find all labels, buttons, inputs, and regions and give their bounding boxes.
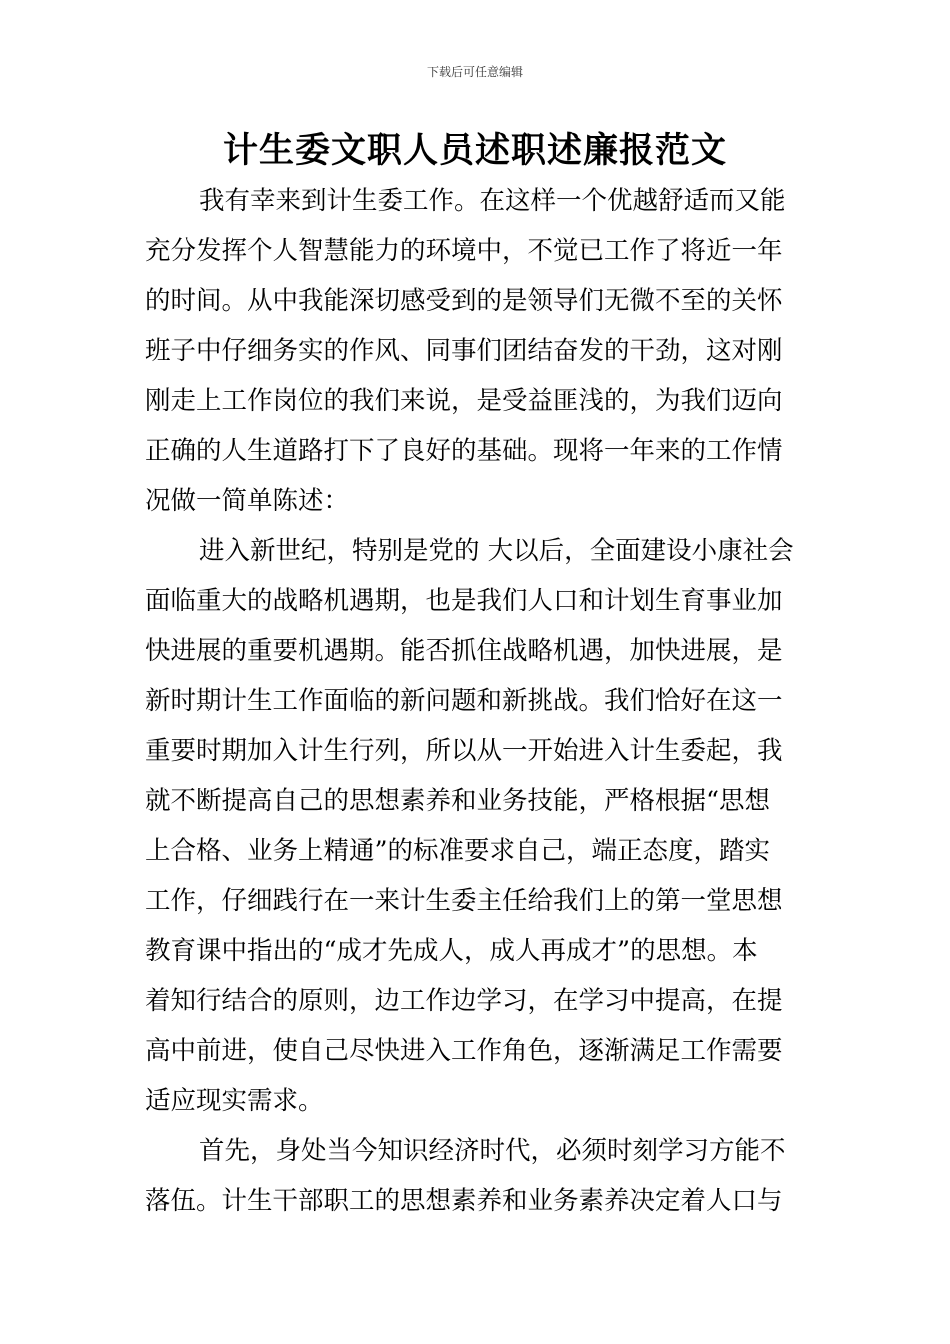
- text-line: 我有幸来到计生委工作。在这样一个优越舒适而又能: [199, 186, 786, 216]
- text-line: 首先，身处当今知识经济时代，必须时刻学习方能不: [199, 1136, 786, 1166]
- text-line: 班子中仔细务实的作风、同事们团结奋发的干劲，这对刚: [145, 336, 783, 366]
- text-line: 况做一简单陈述：: [145, 486, 350, 516]
- text-line: 教育课中指出的“成才先成人，成人再成才”的思想。本: [145, 936, 758, 966]
- text-line: 就不断提高自己的思想素养和业务技能，严格根据“思想: [145, 786, 771, 816]
- text-line: 重要时期加入计生行列，所以从一开始进入计生委起，我: [145, 736, 783, 766]
- text-line: 正确的人生道路打下了良好的基础。现将一年来的工作情: [145, 436, 783, 466]
- text-line: 落伍。计生干部职工的思想素养和业务素养决定着人口与: [145, 1186, 783, 1216]
- text-line: 快进展的重要机遇期。能否抓住战略机遇，加快进展，是: [145, 636, 783, 666]
- text-line: 高中前进，使自己尽快进入工作角色，逐渐满足工作需要: [145, 1036, 783, 1066]
- text-line: 刚走上工作岗位的我们来说，是受益匪浅的，为我们迈向: [145, 386, 783, 416]
- text-line: 面临重大的战略机遇期，也是我们人口和计划生育事业加: [145, 586, 783, 616]
- text-line: 上合格、业务上精通”的标准要求自己，端正态度，踏实: [145, 836, 771, 866]
- text-line: 着知行结合的原则，边工作边学习，在学习中提高，在提: [145, 986, 783, 1016]
- document-title: 计生委文职人员述职述廉报范文: [222, 131, 727, 171]
- header-note: 下载后可任意编辑: [426, 65, 523, 79]
- text-line: 工作，仔细践行在一来计生委主任给我们上的第一堂思想: [145, 886, 783, 916]
- text-line: 充分发挥个人智慧能力的环境中，不觉已工作了将近一年: [145, 236, 783, 266]
- text-line: 进入新世纪，特别是党的 大以后，全面建设小康社会: [199, 536, 794, 566]
- document-body: [145, 176, 807, 1226]
- text-line: 适应现实需求。: [145, 1086, 324, 1116]
- text-line: 的时间。从中我能深切感受到的是领导们无微不至的关怀: [145, 286, 783, 316]
- text-line: 新时期计生工作面临的新问题和新挑战。我们恰好在这一: [145, 686, 783, 716]
